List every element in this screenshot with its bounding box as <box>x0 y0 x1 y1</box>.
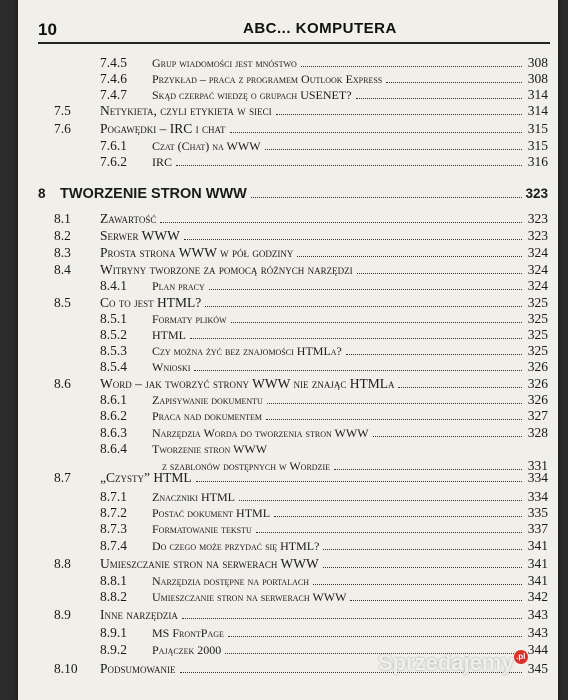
toc-entry-number: 8.6.3 <box>100 425 127 440</box>
toc-entry <box>38 185 548 202</box>
toc-entry-title: Witryny tworzone za pomocą różnych narzędzi <box>100 262 353 277</box>
toc-leader-dots <box>182 608 522 619</box>
toc-entry-page: 326 <box>527 376 548 391</box>
toc-entry-number: 8 <box>38 186 46 201</box>
toc-entry <box>100 572 548 589</box>
toc-entry-title: Plan pracy <box>152 279 205 293</box>
toc-entry-number: 8.7.1 <box>100 489 127 504</box>
toc-entry-number: 8.9.2 <box>100 642 127 657</box>
toc-entry <box>100 588 548 605</box>
toc-entry-title: Skąd czerpać wiedzę o grupach USENET? <box>152 88 352 102</box>
toc-entry <box>100 504 548 521</box>
toc-entry-page: 325 <box>527 343 548 358</box>
toc-entry-title: Narzędzia dostępne na portalach <box>152 574 309 588</box>
toc-entry <box>54 294 548 311</box>
toc-entry-number: 8.6.2 <box>100 408 127 423</box>
toc-entry-page: 343 <box>527 625 548 640</box>
toc-entry-number: 8.9.1 <box>100 625 127 640</box>
toc-entry-number: 8.1 <box>54 211 71 226</box>
toc-entry-page: 326 <box>527 392 548 407</box>
toc-entry-page: 315 <box>527 121 548 136</box>
toc-entry-page: 325 <box>527 311 548 326</box>
toc-entry-page: 327 <box>527 408 548 423</box>
toc-entry-number: 8.8 <box>54 556 71 571</box>
toc-entry <box>100 326 548 343</box>
toc-leader-dots <box>350 590 522 601</box>
toc-entry <box>100 424 548 441</box>
toc-entry-number: 8.6 <box>54 376 71 391</box>
toc-leader-dots <box>373 426 522 437</box>
toc-entry-title: Netykieta, czyli etykieta w sieci <box>100 103 272 118</box>
toc-entry-page: 342 <box>527 589 548 604</box>
toc-entry-number: 8.8.1 <box>100 573 127 588</box>
toc-entry-number: 7.4.5 <box>100 55 127 70</box>
toc-leader-dots <box>160 212 522 223</box>
toc-entry-title: Czy można żyć bez znajomości HTMLa? <box>152 344 342 358</box>
toc-entry-page: 341 <box>527 573 548 588</box>
toc-entry-number: 8.7.2 <box>100 505 127 520</box>
toc-entry-title: Prosta strona WWW w pół godziny <box>100 245 294 260</box>
toc-leader-dots <box>356 88 522 99</box>
toc-leader-dots <box>184 229 522 240</box>
toc-leader-dots <box>398 377 522 388</box>
toc-leader-dots <box>176 155 522 166</box>
toc-leader-dots <box>346 344 522 355</box>
toc-entry <box>100 520 548 537</box>
toc-entry-page: 323 <box>525 186 548 201</box>
toc-entry-continuation-text: z szablonów dostępnych w Wordzie <box>162 459 330 473</box>
toc-leader-dots <box>231 312 522 323</box>
toc-entry-page: 334 <box>527 489 548 504</box>
toc-entry <box>100 310 548 327</box>
toc-entry-title: Grup wiadomości jest mnóstwo <box>152 56 297 70</box>
toc-leader-dots <box>205 296 522 307</box>
toc-leader-dots <box>274 506 522 517</box>
toc-entry-title: Narzędzia Worda do tworzenia stron WWW <box>152 426 369 440</box>
toc-entry-number: 8.5.2 <box>100 327 127 342</box>
toc-entry-title: Word – jak tworzyć strony WWW nie znając HTMLa <box>100 376 395 391</box>
toc-entry <box>54 102 548 119</box>
toc-entry-number: 8.5.3 <box>100 343 127 358</box>
toc-entry-page: 341 <box>527 538 548 553</box>
toc-entry <box>100 537 548 554</box>
toc-entry-title: HTML <box>152 328 186 342</box>
toc-entry-title: IRC <box>152 155 173 169</box>
toc-entry-number: 8.2 <box>54 228 71 243</box>
toc-entry-number: 8.4 <box>54 262 71 277</box>
toc-entry-title: Zapisywanie dokumentu <box>152 393 263 407</box>
toc-entry <box>54 375 548 392</box>
toc-leader-dots <box>196 471 522 482</box>
toc-entry <box>54 227 548 244</box>
toc-entry-page: 344 <box>527 642 548 657</box>
toc-entry-title: Co to jest HTML? <box>100 295 202 310</box>
watermark-logo: Sprzedajemy .pl <box>378 650 528 676</box>
toc-entry <box>100 624 548 641</box>
toc-entry-page: 323 <box>527 228 548 243</box>
toc-entry <box>54 210 548 227</box>
toc-entry <box>100 358 548 375</box>
toc-entry <box>54 244 548 261</box>
toc-entry-number: 8.5.1 <box>100 311 127 326</box>
toc-entry-title: Inne narzędzia <box>100 607 178 622</box>
toc-entry <box>100 277 548 294</box>
toc-entry-title: Umieszczanie stron na serwerach WWW <box>152 590 347 604</box>
toc-entry-title: Wnioski <box>152 360 191 374</box>
toc-entry-number: 8.6.4 <box>100 441 127 456</box>
toc-entry-title: Zawartość <box>100 211 157 226</box>
toc-entry-number: 7.5 <box>54 103 71 118</box>
toc-entry-title: TWORZENIE STRON WWW <box>60 186 247 202</box>
toc-entry-page: 308 <box>527 71 548 86</box>
toc-entry-number: 8.4.1 <box>100 278 127 293</box>
toc-entry <box>100 407 548 424</box>
toc-entry-number: 7.4.7 <box>100 87 127 102</box>
toc-entry-number: 7.4.6 <box>100 71 127 86</box>
toc-leader-dots <box>276 104 522 115</box>
toc-leader-dots <box>357 263 522 274</box>
toc-entry-title: Czat (Chat) na WWW <box>152 139 261 153</box>
toc-entry <box>100 70 548 87</box>
toc-entry-title: Tworzenie stron WWW <box>152 442 268 456</box>
toc-leader-dots <box>228 626 522 637</box>
toc-entry-page: 325 <box>527 327 548 342</box>
toc-entry <box>54 120 548 137</box>
toc-entry-page: 324 <box>527 262 548 277</box>
toc-entry-number: 8.10 <box>54 661 78 676</box>
toc-leader-dots <box>209 279 522 290</box>
toc-entry <box>100 153 548 170</box>
toc-entry <box>100 488 548 505</box>
toc-entry <box>100 440 548 457</box>
toc-entry <box>100 86 548 103</box>
toc-entry-page: 308 <box>527 55 548 70</box>
toc-entry-number: 8.5.4 <box>100 359 127 374</box>
toc-leader-dots <box>230 122 522 133</box>
toc-leader-dots <box>267 393 522 404</box>
table-of-contents <box>18 0 558 700</box>
toc-entry-title: Umieszczanie stron na serwerach WWW <box>100 556 319 571</box>
toc-leader-dots <box>297 246 522 257</box>
toc-entry-page: 315 <box>527 138 548 153</box>
toc-entry-title: Praca nad dokumentem <box>152 409 263 423</box>
toc-leader-dots <box>239 490 522 501</box>
toc-entry-page: 314 <box>527 103 548 118</box>
toc-entry-page: 323 <box>527 211 548 226</box>
toc-entry-page: 345 <box>527 661 548 676</box>
toc-leader-dots <box>190 328 522 339</box>
toc-entry <box>54 261 548 278</box>
toc-leader-dots <box>386 72 522 83</box>
toc-entry-page: 334 <box>527 470 548 485</box>
toc-entry-title: Serwer WWW <box>100 228 180 243</box>
toc-entry-page: 337 <box>527 521 548 536</box>
toc-entry-page: 335 <box>527 505 548 520</box>
toc-entry-title: Formaty plików <box>152 312 227 326</box>
toc-entry-page: 326 <box>527 359 548 374</box>
toc-entry-page: 325 <box>527 295 548 310</box>
toc-entry <box>54 555 548 572</box>
toc-entry-page: 331 <box>527 458 548 473</box>
running-title: ABC... KOMPUTERA <box>243 20 397 37</box>
watermark-badge: .pl <box>514 650 528 664</box>
toc-entry-title: MS FrontPage <box>152 626 224 640</box>
toc-entry-number: 8.8.2 <box>100 589 127 604</box>
toc-leader-dots <box>301 56 522 67</box>
toc-entry-page: 316 <box>527 154 548 169</box>
toc-entry-title: Postać dokument HTML <box>152 506 271 520</box>
toc-leader-dots <box>256 522 522 533</box>
toc-entry-page: 328 <box>527 425 548 440</box>
toc-entry <box>100 137 548 154</box>
toc-entry-title: Przykład – praca z programem Outlook Express <box>152 72 383 86</box>
toc-leader-dots <box>313 574 522 585</box>
toc-entry-number: 8.7.4 <box>100 538 127 553</box>
toc-entry-title: Pogawędki – IRC i chat <box>100 121 226 136</box>
toc-entry-number: 8.5 <box>54 295 71 310</box>
toc-entry <box>54 606 548 623</box>
toc-entry <box>100 54 548 71</box>
book-page <box>18 0 558 700</box>
toc-entry-title: Formatowanie tekstu <box>152 522 252 536</box>
toc-entry-title: Znaczniki HTML <box>152 490 235 504</box>
toc-entry <box>100 391 548 408</box>
toc-entry-page: 324 <box>527 245 548 260</box>
toc-entry-number: 8.7.3 <box>100 521 127 536</box>
toc-entry-number: 7.6.2 <box>100 154 127 169</box>
toc-entry-number: 8.7 <box>54 470 71 485</box>
toc-leader-dots <box>251 187 522 198</box>
toc-entry-number: 8.3 <box>54 245 71 260</box>
toc-entry-page: 341 <box>527 556 548 571</box>
toc-entry-number: 7.6.1 <box>100 138 127 153</box>
toc-leader-dots <box>323 539 522 550</box>
toc-leader-dots <box>266 409 522 420</box>
toc-entry <box>54 469 548 486</box>
toc-entry-title: Podsumowanie <box>100 661 176 676</box>
toc-entry-title: Pajączek 2000 <box>152 643 222 657</box>
page-number: 10 <box>38 20 57 39</box>
toc-entry-number: 7.6 <box>54 121 71 136</box>
toc-entry-page: 324 <box>527 278 548 293</box>
toc-entry-page: 343 <box>527 607 548 622</box>
toc-entry <box>100 342 548 359</box>
toc-entry-number: 8.6.1 <box>100 392 127 407</box>
toc-leader-dots <box>194 360 522 371</box>
toc-entry-number: 8.9 <box>54 607 71 622</box>
toc-entry-title: Do czego może przydać się HTML? <box>152 539 320 553</box>
toc-leader-dots <box>323 557 522 568</box>
toc-entry-page: 314 <box>527 87 548 102</box>
toc-entry-title: „Czysty” HTML <box>100 470 192 485</box>
toc-leader-dots <box>265 139 522 150</box>
